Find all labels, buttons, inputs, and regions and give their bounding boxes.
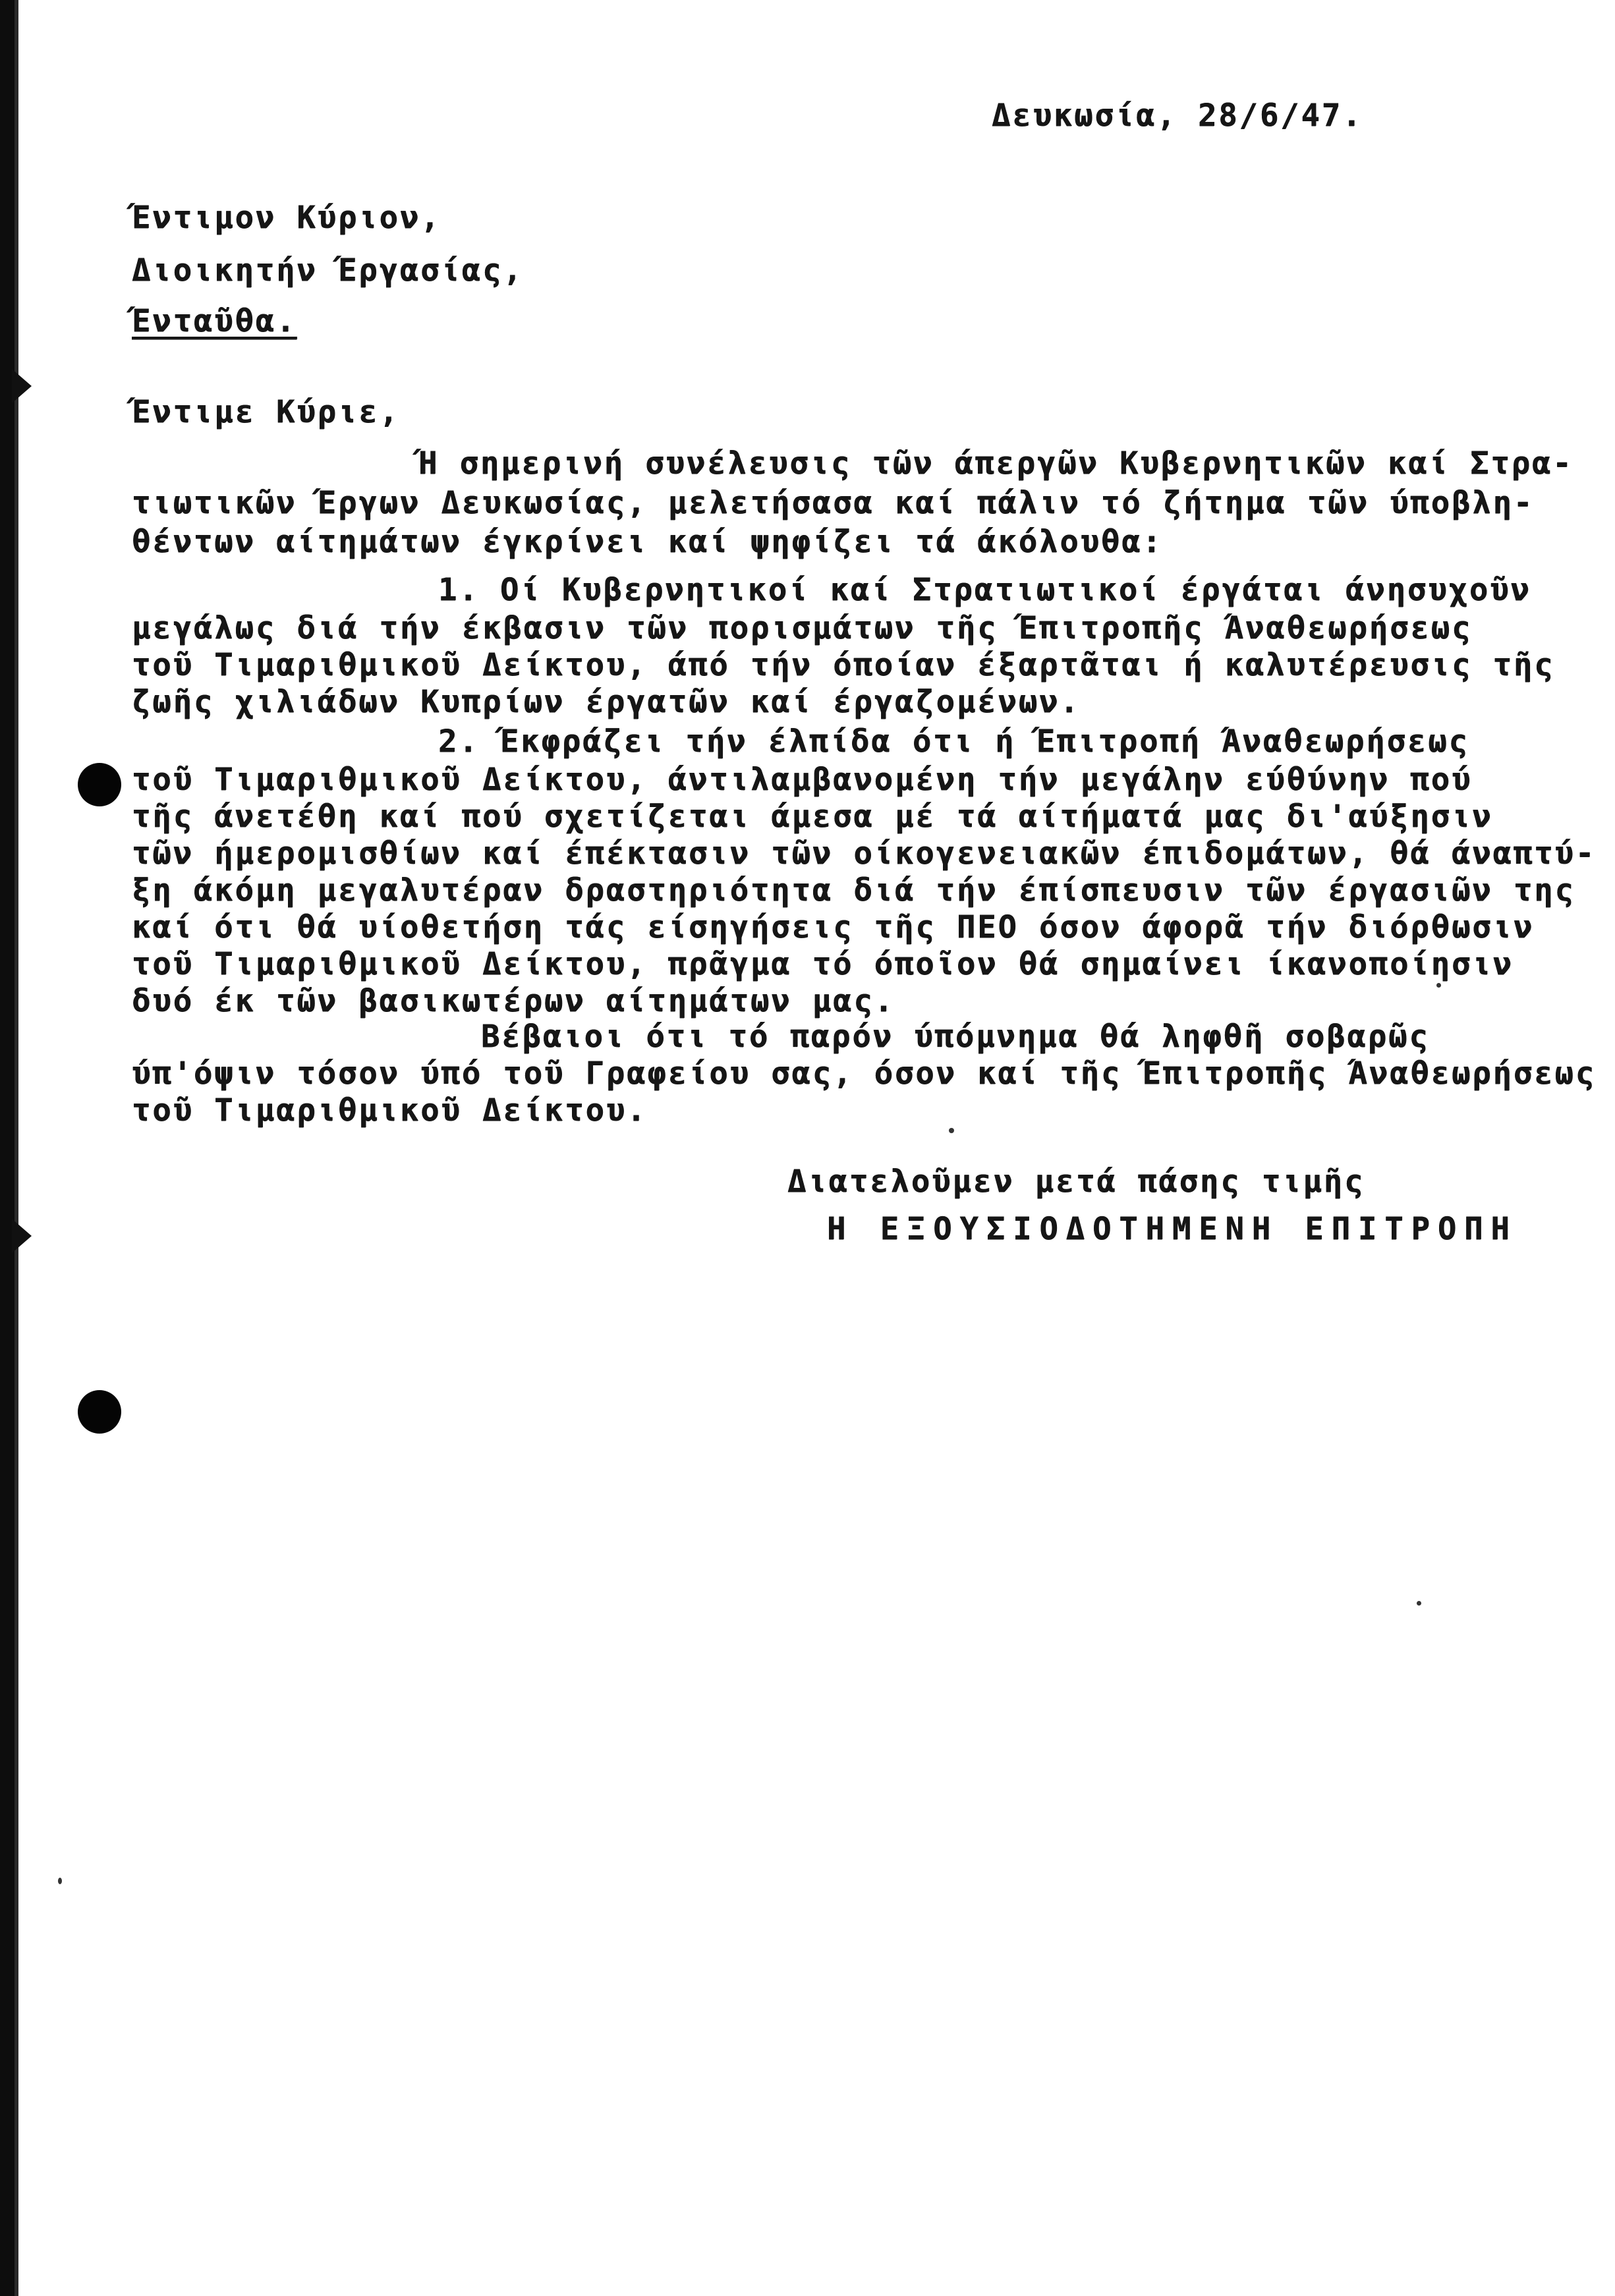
addressee-line: Έντιμον Κύριον, bbox=[132, 200, 441, 236]
ink-speck bbox=[949, 1128, 954, 1133]
paper-tear bbox=[12, 1219, 32, 1253]
paragraph-line: ύπ'όψιν τόσον ύπό τοῦ Γραφείου σας, όσον καί τῆς Έπιτροπῆς Άναθεωρήσεως bbox=[132, 1055, 1597, 1092]
paragraph-line: 2. Έκφράζει τήν έλπίδα ότι ή Έπιτροπή Άναθεωρήσεως bbox=[438, 723, 1469, 760]
paragraph-line: τοῦ Τιμαριθμικοῦ Δείκτου, άντιλαμβανομένη τήν μεγάλην εύθύνην πού bbox=[132, 762, 1473, 798]
paragraph-line: Ή σημερινή συνέλευσις τῶν άπεργῶν Κυβερνητικῶν καί Στρα- bbox=[418, 445, 1573, 482]
ink-speck bbox=[58, 1878, 62, 1884]
paragraph-line: ξη άκόμη μεγαλυτέραν δραστηριότητα διά τήν έπίσπευσιν τῶν έργασιῶν της bbox=[132, 872, 1575, 909]
salutation: Έντιμε Κύριε, bbox=[132, 394, 400, 430]
paragraph-line: τιωτικῶν Έργων Δευκωσίας, μελετήσασα καί πάλιν τό ζήτημα τῶν ύποβλη- bbox=[132, 485, 1535, 521]
paragraph-line: 1. Οί Κυβερνητικοί καί Στρατιωτικοί έργάται άνησυχοῦν bbox=[438, 572, 1531, 608]
signatory: Η ΕΞΟΥΣΙΟΔΟΤΗΜΕΝΗ ΕΠΙΤΡΟΠΗ bbox=[827, 1211, 1517, 1247]
paragraph-line: τῆς άνετέθη καί πού σχετίζεται άμεσα μέ τά αίτήματά μας δι'αύξησιν bbox=[132, 798, 1493, 835]
paragraph-line: τοῦ Τιμαριθμικοῦ Δείκτου, πρᾶγμα τό όποῖον θά σημαίνει ίκανοποίησιν bbox=[132, 946, 1514, 982]
paragraph-line: μεγάλως διά τήν έκβασιν τῶν πορισμάτων τῆς Έπιτροπῆς Άναθεωρήσεως bbox=[132, 610, 1473, 646]
paper-tear bbox=[12, 369, 32, 403]
paragraph-line: τοῦ Τιμαριθμικοῦ Δείκτου. bbox=[132, 1092, 648, 1129]
paragraph-line: θέντων αίτημάτων έγκρίνει καί ψηφίζει τά άκόλουθα: bbox=[132, 524, 1163, 560]
addressee-line: Ένταῦθα. bbox=[132, 303, 297, 339]
paragraph-line: δυό έκ τῶν βασικωτέρων αίτημάτων μας. bbox=[132, 983, 895, 1019]
paragraph-line: καί ότι θά υίοθετήση τάς είσηγήσεις τῆς ΠΕΟ όσον άφορᾶ τήν διόρθωσιν bbox=[132, 909, 1535, 945]
paragraph-line: Βέβαιοι ότι τό παρόν ύπόμνημα θά ληφθῆ σοβαρῶς bbox=[481, 1019, 1430, 1055]
punch-hole bbox=[78, 763, 121, 806]
ink-speck bbox=[1417, 1601, 1421, 1606]
paragraph-line: ζωῆς χιλιάδων Κυπρίων έργατῶν καί έργαζομένων. bbox=[132, 684, 1081, 720]
addressee-line: Διοικητήν Έργασίας, bbox=[132, 252, 524, 289]
scan-left-edge bbox=[0, 0, 14, 2296]
ink-speck bbox=[1436, 983, 1441, 988]
valediction: Διατελοῦμεν μετά πάσης τιμῆς bbox=[787, 1163, 1365, 1200]
scan-left-edge-shadow bbox=[14, 0, 18, 2296]
paragraph-line: τῶν ήμερομισθίων καί έπέκτασιν τῶν οίκογενειακῶν έπιδομάτων, θά άναπτύ- bbox=[132, 835, 1597, 872]
paragraph-line: τοῦ Τιμαριθμικοῦ Δείκτου, άπό τήν όποίαν έξαρτᾶται ή καλυτέρευσις τῆς bbox=[132, 647, 1555, 683]
punch-hole bbox=[78, 1390, 121, 1434]
dateline: Δευκωσία, 28/6/47. bbox=[992, 98, 1363, 134]
